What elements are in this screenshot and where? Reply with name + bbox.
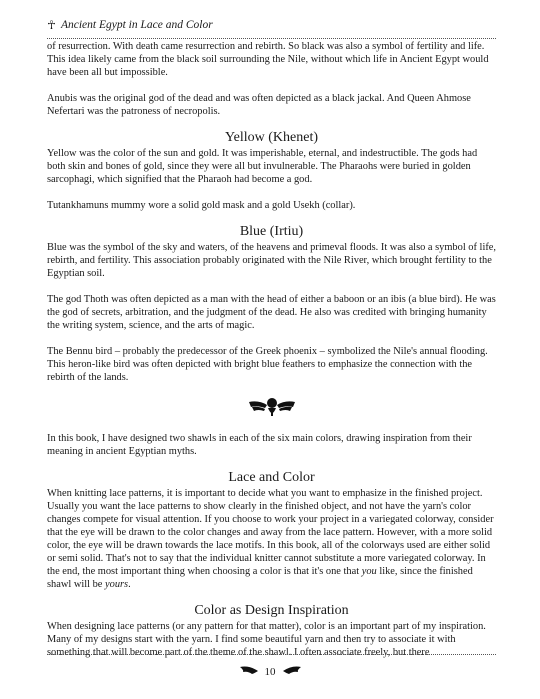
paragraph: In this book, I have designed two shawls in each of the six main colors, drawing inspiration from their meaning in ancient Egyptian myths.	[47, 433, 472, 457]
paragraph: The god Thoth was often depicted as a man with the head of either a baboon or an ibis (a blue bird). He was the god of secrets, arbitration, and the judgment of the dead. He also was credited with bringing humanity the writing system, science, and the arts of magic.	[47, 294, 496, 331]
paragraph: When knitting lace patterns, it is important to decide what you want to emphasize in the finished project. Usually you want the lace patterns to show clearly in the finished object, and not have the yarn's color changes compete for visual attention. If you choose to work your project in a variegated colorway, consider that the eye will be drawn to the color changes and away from the lace pattern. However, with a more solid color, the eye will be drawn towards the lace motifs. In this book, all of the colorways used are either solid or semi solid. That's not to say that the individual knitter cannot substitute a more variegated colorway. In the end, the most important thing when choosing a color is that it's one that you like, since the finished shawl will be yours.	[47, 488, 494, 590]
section-heading-lace: Lace and Color	[228, 470, 315, 485]
paragraph: Anubis was the original god of the dead and was often depicted as a black jackal. And Queen Ahmose Nefertari was the patroness of necropolis.	[47, 93, 471, 117]
header-title: Ancient Egypt in Lace and Color	[60, 19, 213, 31]
page-number: 10	[264, 666, 276, 678]
footer-rule	[47, 654, 496, 655]
paragraph: When designing lace patterns (or any pattern for that matter), color is an important part of my inspiration. Many of my designs start with the yarn. I find some beautiful yarn and then try to associate it with something that will become part of the theme of the shawl. I often associate freely, but there	[47, 621, 486, 658]
paragraph: of resurrection. With death came resurrection and rebirth. So black was also a symbol of fertility and life. This idea likely came from the black soil surrounding the Nile, without which life in Ancient Egypt would have been all but impossible.	[47, 41, 489, 78]
paragraph: Tutankhamuns mummy wore a solid gold mask and a gold Usekh (collar).	[47, 200, 356, 211]
paragraph: Yellow was the color of the sun and gold. It was imperishable, eternal, and indestructible. The gods had both skin and bones of gold, since they were all but invulnerable. The Pharaohs were buried in golden sarcophagi, which signified that the Pharaoh had become a god.	[47, 148, 478, 185]
header-rule	[47, 38, 496, 39]
page-footer	[0, 660, 540, 684]
ankh-icon: ☥	[47, 17, 56, 32]
winged-sun-ornament-icon	[47, 396, 496, 418]
page-body	[47, 40, 496, 659]
wing-right-icon	[282, 665, 302, 680]
wing-left-icon	[239, 665, 259, 680]
section-heading-blue: Blue (Irtiu)	[239, 224, 304, 239]
paragraph: The Bennu bird – probably the predecessor of the Greek phoenix – symbolized the Nile's annual flooding. This heron-like bird was often depicted with bright blue feathers to emphasize the connection with the rebirth of the lands.	[47, 346, 488, 383]
section-heading-design: Color as Design Inspiration	[194, 603, 349, 618]
paragraph: Blue was the symbol of the sky and waters, of the heavens and primeval floods. It was also a symbol of life, rebirth, and fertility. This association probably originated with the Nile River, which brought fertility to the Egyptian soil.	[47, 242, 497, 279]
section-heading-yellow: Yellow (Khenet)	[224, 130, 319, 145]
running-header	[47, 14, 496, 36]
